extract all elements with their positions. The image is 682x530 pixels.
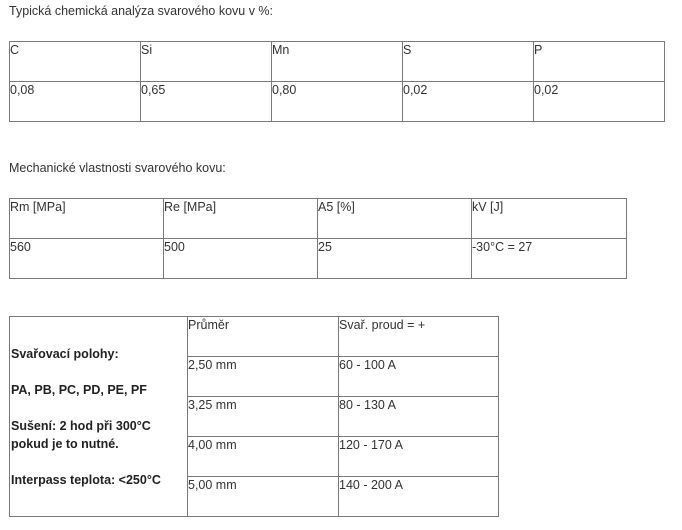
positions-label: Svařovací polohy: bbox=[11, 346, 119, 361]
current-cell: 140 - 200 A bbox=[339, 477, 499, 517]
header-diameter: Průměr bbox=[188, 317, 339, 357]
value-p: 0,02 bbox=[534, 82, 665, 122]
value-c: 0,08 bbox=[10, 82, 141, 122]
value-a5: 25 bbox=[318, 239, 472, 279]
current-cell: 60 - 100 A bbox=[339, 357, 499, 397]
header-a5: A5 [%] bbox=[318, 199, 472, 239]
header-rm: Rm [MPa] bbox=[10, 199, 164, 239]
value-rm: 560 bbox=[10, 239, 164, 279]
header-p: P bbox=[534, 42, 665, 82]
welding-notes-cell bbox=[10, 317, 188, 517]
chemical-analysis-table bbox=[9, 41, 665, 122]
welding-parameters-table bbox=[9, 316, 499, 517]
header-mn: Mn bbox=[272, 42, 403, 82]
drying-line-2: pokud je to nutné. bbox=[11, 436, 119, 451]
diameter-cell: 5,00 mm bbox=[188, 477, 339, 517]
diameter-cell: 2,50 mm bbox=[188, 357, 339, 397]
table-row bbox=[10, 317, 499, 357]
value-mn: 0,80 bbox=[272, 82, 403, 122]
interpass-temperature: Interpass teplota: <250°C bbox=[11, 472, 161, 487]
header-si: Si bbox=[141, 42, 272, 82]
header-c: C bbox=[10, 42, 141, 82]
table-row bbox=[10, 239, 627, 279]
value-kv: -30°C = 27 bbox=[472, 239, 627, 279]
value-re: 500 bbox=[164, 239, 318, 279]
mechanical-properties-table bbox=[9, 198, 627, 279]
chemical-analysis-heading: Typická chemická analýza svarového kovu v %: bbox=[9, 4, 274, 18]
header-s: S bbox=[403, 42, 534, 82]
header-kv: kV [J] bbox=[472, 199, 627, 239]
header-re: Re [MPa] bbox=[164, 199, 318, 239]
positions-value: PA, PB, PC, PD, PE, PF bbox=[11, 382, 147, 397]
table-row bbox=[10, 82, 665, 122]
diameter-cell: 4,00 mm bbox=[188, 437, 339, 477]
current-cell: 80 - 130 A bbox=[339, 397, 499, 437]
value-si: 0,65 bbox=[141, 82, 272, 122]
table-row bbox=[10, 42, 665, 82]
diameter-cell: 3,25 mm bbox=[188, 397, 339, 437]
value-s: 0,02 bbox=[403, 82, 534, 122]
header-current: Svař. proud = + bbox=[339, 317, 499, 357]
mechanical-properties-heading: Mechanické vlastnosti svarového kovu: bbox=[9, 161, 226, 175]
table-row bbox=[10, 199, 627, 239]
current-cell: 120 - 170 A bbox=[339, 437, 499, 477]
drying-line-1: Sušení: 2 hod při 300°C bbox=[11, 418, 151, 433]
